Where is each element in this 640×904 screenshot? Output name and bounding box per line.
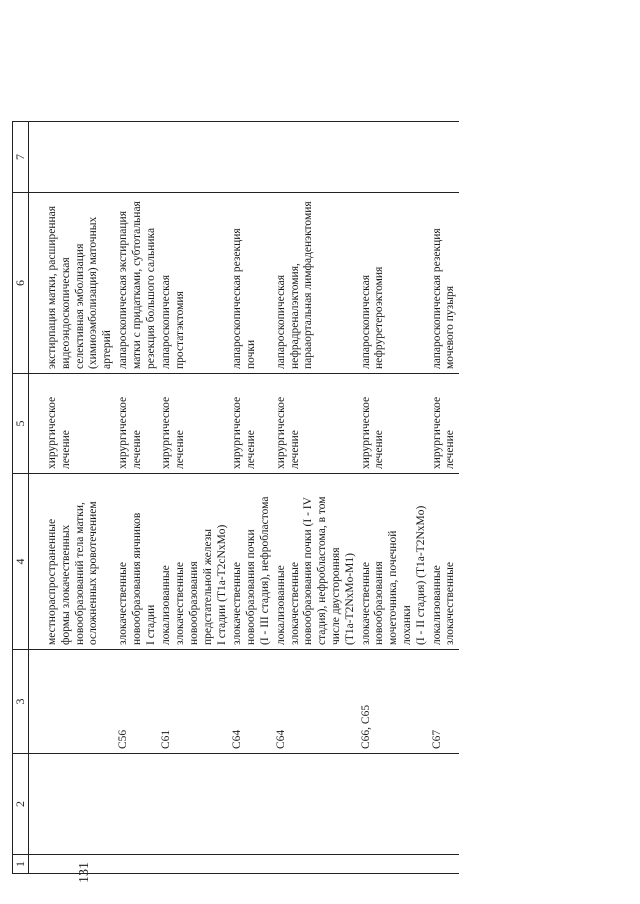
cell-line: местнораспространенные xyxy=(46,518,58,645)
header-col-6: 6 xyxy=(13,193,29,374)
cell-line: злокачественные xyxy=(288,562,301,645)
cell-line: формы злокачественных xyxy=(59,524,72,645)
page-number: 131 xyxy=(77,862,92,883)
cell-line: хирургическое xyxy=(116,396,129,469)
table-row xyxy=(230,122,273,874)
cell-line: лечение xyxy=(130,430,143,469)
cell-line: хирургическое xyxy=(160,396,173,469)
cell-line: лечение xyxy=(245,430,258,469)
cell-col-3: C64 xyxy=(274,650,359,754)
cell-col-2 xyxy=(430,754,460,855)
cell-col-5 xyxy=(230,374,273,474)
table-row xyxy=(116,122,159,874)
cell-col-1 xyxy=(116,855,159,874)
cell-col-6 xyxy=(274,193,359,374)
cell-col-4 xyxy=(45,474,116,650)
cell-col-2 xyxy=(159,754,230,855)
cell-col-1 xyxy=(45,855,116,874)
cell-line: нефруретероэктомия xyxy=(373,266,386,369)
cell-line: (химиоэмболизация) маточных xyxy=(87,216,100,369)
spacer-cell xyxy=(29,122,46,193)
spacer-cell xyxy=(29,374,46,474)
cell-line: осложненных кровотечением xyxy=(87,501,100,645)
cell-col-5 xyxy=(430,374,460,474)
cell-line: матки с придатками, субтотальная xyxy=(130,201,143,369)
cell-line: (I - III стадия), нефробластома xyxy=(258,496,271,645)
spacer-cell xyxy=(29,754,46,855)
header-col-7: 7 xyxy=(13,122,29,193)
cell-line: злокачественные xyxy=(116,562,129,645)
treatment-table xyxy=(12,121,459,874)
cell-col-1 xyxy=(430,855,460,874)
cell-col-2 xyxy=(359,754,430,855)
table-row xyxy=(159,122,230,874)
cell-line: новообразования xyxy=(187,561,200,645)
cell-line: I стадии xyxy=(144,604,157,645)
cell-line: лапароскопическая xyxy=(274,275,287,369)
cell-col-2 xyxy=(116,754,159,855)
cell-col-6 xyxy=(230,193,273,374)
cell-line: хирургическое xyxy=(274,396,287,469)
header-col-5: 5 xyxy=(13,374,29,474)
cell-line: мочеточника, почечной xyxy=(387,530,400,645)
header-col-2: 2 xyxy=(13,754,29,855)
cell-col-4 xyxy=(430,474,460,650)
table-row xyxy=(359,122,430,874)
cell-col-4 xyxy=(159,474,230,650)
cell-line: лапароскопическая xyxy=(359,275,372,369)
cell-col-3: C67 xyxy=(430,650,460,754)
cell-line: новообразования почки (I - IV xyxy=(302,497,315,645)
cell-col-7 xyxy=(430,122,460,193)
cell-col-5 xyxy=(359,374,430,474)
cell-line: (I - II стадия) (T1a-T2NxMo) xyxy=(414,505,427,645)
cell-col-4 xyxy=(230,474,273,650)
header-col-4: 4 xyxy=(13,474,29,650)
cell-col-2 xyxy=(230,754,273,855)
cell-line: лечение xyxy=(444,430,457,469)
cell-line: локализованные xyxy=(274,565,287,645)
cell-line: стадия), нефробластома, в том xyxy=(316,496,329,645)
cell-line: артерий xyxy=(101,330,114,369)
cell-line: экстирпация матки, расширенная xyxy=(46,205,58,369)
cell-col-7 xyxy=(359,122,430,193)
header-row xyxy=(13,122,29,874)
cell-line: числе двусторонняя xyxy=(329,547,342,645)
table-row xyxy=(45,122,116,874)
cell-col-4 xyxy=(274,474,359,650)
cell-col-6 xyxy=(45,193,116,374)
cell-line: лапароскопическая резекция xyxy=(430,228,443,369)
spacer-cell xyxy=(29,474,46,650)
cell-line: лечение xyxy=(59,430,72,469)
cell-col-1 xyxy=(230,855,273,874)
cell-col-3: C66, C65 xyxy=(359,650,430,754)
table-row xyxy=(430,122,460,874)
spacer-cell xyxy=(29,193,46,374)
cell-line: злокачественные xyxy=(359,562,372,645)
cell-col-3: C56 xyxy=(116,650,159,754)
cell-line: лоханки xyxy=(400,605,413,645)
cell-line: нефрадреналэктомия, xyxy=(288,263,301,369)
cell-line: лапароскопическая резекция почки xyxy=(231,225,258,369)
cell-col-3: C61 xyxy=(159,650,230,754)
cell-col-6 xyxy=(159,193,230,374)
cell-col-2 xyxy=(45,754,116,855)
cell-col-6 xyxy=(430,193,460,374)
cell-line: злокачественные xyxy=(174,562,187,645)
cell-line: новообразования почки xyxy=(245,529,258,645)
cell-line: (T1a-T2NxMo-M1) xyxy=(343,553,356,645)
cell-col-5 xyxy=(116,374,159,474)
cell-line: резекция большого сальника xyxy=(144,227,157,369)
header-col-3: 3 xyxy=(13,650,29,754)
cell-line: злокачественные xyxy=(444,562,457,645)
cell-line: I стадии (T1a-T2cNxMo) xyxy=(215,524,228,645)
cell-col-6 xyxy=(116,193,159,374)
cell-line: видеоэндоскопическая xyxy=(59,257,72,369)
cell-col-3 xyxy=(45,650,116,754)
cell-line: мочевого пузыря xyxy=(444,286,457,369)
cell-line: лечение xyxy=(373,430,386,469)
cell-line: локализованные xyxy=(430,565,443,645)
cell-line: локализованные xyxy=(160,565,173,645)
cell-line: новообразования яичников xyxy=(130,512,143,645)
cell-line: лечение xyxy=(174,430,187,469)
spacer-cell xyxy=(29,855,46,874)
cell-line: лапароскопическая простатэктомия xyxy=(160,272,187,369)
cell-line: парааортальная лимфаденэктомия xyxy=(302,201,315,369)
cell-col-3: C64 xyxy=(230,650,273,754)
spacer-cell xyxy=(29,650,46,754)
cell-col-7 xyxy=(45,122,116,193)
cell-col-4 xyxy=(116,474,159,650)
cell-line: предстательной железы xyxy=(201,529,214,645)
cell-col-1 xyxy=(359,855,430,874)
cell-line: селективная эмболизация xyxy=(73,243,86,369)
cell-col-7 xyxy=(116,122,159,193)
cell-col-4 xyxy=(359,474,430,650)
cell-col-5 xyxy=(159,374,230,474)
cell-col-5 xyxy=(45,374,116,474)
table-row xyxy=(274,122,359,874)
cell-col-1 xyxy=(274,855,359,874)
cell-line: хирургическое xyxy=(430,396,443,469)
cell-col-7 xyxy=(274,122,359,193)
cell-line: новообразования xyxy=(373,561,386,645)
header-col-1: 1 xyxy=(13,855,29,874)
cell-col-2 xyxy=(274,754,359,855)
cell-col-1 xyxy=(159,855,230,874)
cell-col-6 xyxy=(359,193,430,374)
cell-line: хирургическое xyxy=(359,396,372,469)
cell-line: хирургическое xyxy=(46,396,58,469)
cell-line: лечение xyxy=(288,430,301,469)
spacer-row xyxy=(29,122,46,874)
cell-line: новообразований тела матки, xyxy=(73,502,86,645)
cell-line: злокачественные xyxy=(231,562,244,645)
cell-col-7 xyxy=(159,122,230,193)
cell-col-5 xyxy=(274,374,359,474)
cell-col-7 xyxy=(230,122,273,193)
cell-line: хирургическое xyxy=(231,396,244,469)
cell-line: лапароскопическая экстирпация xyxy=(116,211,129,369)
